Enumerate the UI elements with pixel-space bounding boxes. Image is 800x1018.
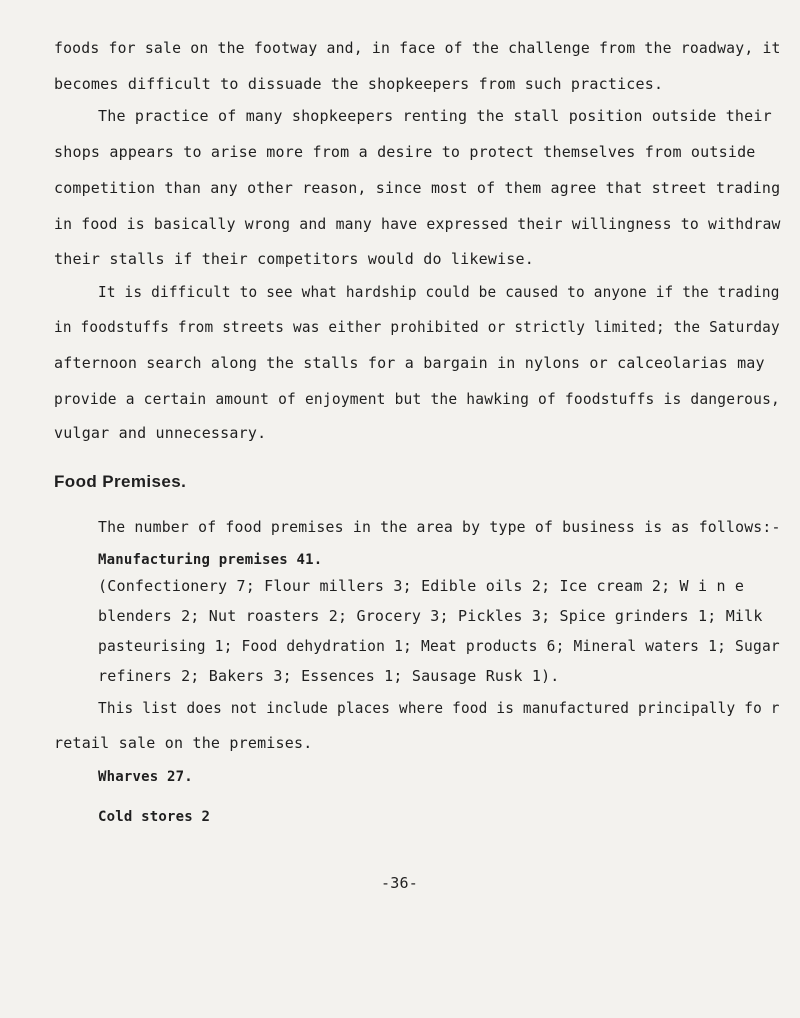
manufacturing-list-line-2: blenders 2; Nut roasters 2; Grocery 3; Pickles 3; Spice grinders 1; Milk <box>98 607 763 625</box>
paragraph-4-line-2: retail sale on the premises. <box>54 734 313 752</box>
manufacturing-heading: Manufacturing premises 41. <box>98 552 323 568</box>
paragraph-3-line-2: in foodstuffs from streets was either prohibited or strictly limited; the Saturday <box>54 318 780 336</box>
paragraph-1-line-2: becomes difficult to dissuade the shopkeepers from such practices. <box>54 75 664 93</box>
paragraph-2-line-5: their stalls if their competitors would do likewise. <box>54 250 534 268</box>
intro-line: The number of food premises in the area by type of business is as follows:- <box>98 518 781 536</box>
manufacturing-list-line-4: refiners 2; Bakers 3; Essences 1; Sausage Rusk 1). <box>98 667 560 685</box>
paragraph-2-line-4: in food is basically wrong and many have expressed their willingness to withdraw <box>54 215 781 233</box>
page-number: -36- <box>381 874 418 892</box>
paragraph-3-line-4: provide a certain amount of enjoyment but the hawking of foodstuffs is dangerous, <box>54 390 781 408</box>
paragraph-4-line-1: This list does not include places where food is manufactured principally fo r <box>98 699 780 717</box>
paragraph-3-line-1: It is difficult to see what hardship could be caused to anyone if the trading <box>98 283 780 301</box>
wharves-count: Wharves 27. <box>98 769 193 785</box>
paragraph-2-line-2: shops appears to arise more from a desire to protect themselves from outside <box>54 143 756 161</box>
paragraph-2-line-3: competition than any other reason, since most of them agree that street trading <box>54 179 781 197</box>
manufacturing-list-line-1: (Confectionery 7; Flour millers 3; Edible oils 2; Ice cream 2; W i n e <box>98 577 745 595</box>
paragraph-3-line-5: vulgar and unnecessary. <box>54 424 267 442</box>
paragraph-3-line-3: afternoon search along the stalls for a bargain in nylons or calceolarias may <box>54 354 765 372</box>
paragraph-2-line-1: The practice of many shopkeepers renting the stall position outside their <box>98 107 772 125</box>
cold-stores-count: Cold stores 2 <box>98 809 211 825</box>
manufacturing-list-line-3: pasteurising 1; Food dehydration 1; Meat products 6; Mineral waters 1; Sugar <box>98 637 780 655</box>
section-heading: Food Premises. <box>54 472 187 491</box>
paragraph-1-line-1: foods for sale on the footway and, in face of the challenge from the roadway, it <box>54 39 781 57</box>
